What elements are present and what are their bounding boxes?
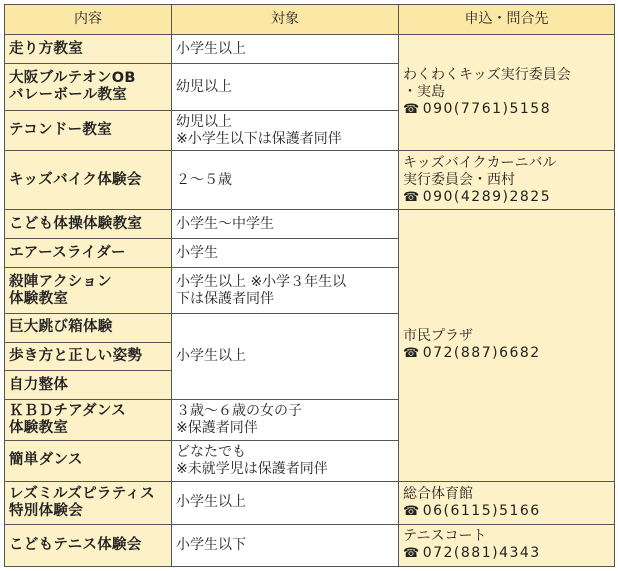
phone-icon: ☎ (403, 102, 421, 117)
event-target-line: ※保護者同伴 (176, 420, 258, 437)
phone-number: 072(887)6682 (422, 345, 541, 362)
event-target (172, 440, 399, 481)
contact-name: キッズバイクカーニバル (403, 154, 557, 171)
phone-number: 090(7761)5158 (422, 101, 552, 117)
event-name: 歩き方と正しい姿勢 (5, 342, 172, 371)
event-name (5, 64, 172, 111)
event-name-line: 殺陣アクション (9, 273, 112, 290)
table-row (5, 524, 615, 566)
event-target-line: ３歳～６歳の女の子 (176, 403, 302, 420)
phone-number: 06(6115)5166 (422, 502, 541, 519)
event-target-line: 下は保護者同伴 (176, 290, 274, 307)
event-name: 巨大跳び箱体験 (5, 314, 172, 343)
event-target (172, 111, 399, 151)
phone-number: 090(4289)2825 (422, 188, 552, 205)
contact-phone (403, 345, 610, 362)
event-table (4, 4, 615, 567)
contact-phone (403, 189, 610, 206)
contact-cell (399, 151, 615, 209)
contact-name-2: 実行委員会・西村 (403, 171, 515, 188)
event-name: こどもテニス体験会 (5, 524, 172, 566)
event-name: エアースライダー (5, 239, 172, 268)
table-row (5, 151, 615, 209)
contact-name: テニスコート (403, 528, 487, 545)
event-name (5, 481, 172, 524)
event-name-line: レズミルズピラティス (9, 485, 155, 502)
contact-phone (403, 101, 610, 118)
event-name-line: 体験教室 (9, 290, 69, 307)
phone-number: 072(881)4343 (422, 545, 541, 562)
event-name: 走り方教室 (5, 34, 172, 64)
event-target-line: どなたでも (176, 443, 246, 460)
event-name: こども体操体験教室 (5, 209, 172, 239)
contact-cell (399, 34, 615, 151)
event-target-line: ※小学生以下は保護者同伴 (176, 130, 342, 147)
event-target (172, 400, 399, 441)
contact-cell (399, 481, 615, 524)
contact-name: わくわくキッズ実行委員会 (403, 67, 571, 83)
header-row (5, 5, 615, 35)
phone-icon: ☎ (403, 503, 421, 519)
event-name-line: 大阪ブルテオンOB (9, 70, 136, 87)
event-name: キッズバイク体験会 (5, 151, 172, 209)
event-target: 小学生以上 (172, 481, 399, 524)
event-target: ２～５歳 (172, 151, 399, 209)
event-target: 小学生以上 (172, 314, 399, 400)
contact-cell (399, 209, 615, 481)
table-row (5, 34, 615, 64)
phone-icon: ☎ (403, 346, 421, 362)
event-target (172, 268, 399, 314)
phone-icon: ☎ (403, 546, 421, 562)
contact-name: 総合体育館 (403, 485, 473, 502)
contact-phone (403, 503, 610, 520)
contact-phone (403, 545, 610, 562)
event-target-line: 小学生以上 ※小学３年生以 (176, 273, 347, 290)
table-row (5, 481, 615, 524)
event-target: 小学生 (172, 239, 399, 268)
event-name: テコンドー教室 (5, 111, 172, 151)
event-name-line: バレーボール教室 (9, 87, 128, 104)
contact-cell (399, 524, 615, 566)
header-contact: 申込・問合先 (399, 5, 615, 35)
event-name (5, 268, 172, 314)
event-target: 小学生以下 (172, 524, 399, 566)
event-target: 幼児以上 (172, 64, 399, 111)
event-target: 小学生～中学生 (172, 209, 399, 239)
event-target-line: 幼児以上 (176, 113, 232, 130)
event-name: 自力整体 (5, 371, 172, 400)
event-name-line: 体験教室 (9, 420, 69, 437)
event-target: 小学生以上 (172, 34, 399, 64)
event-name-line: ＫＢＤチアダンス (9, 403, 127, 420)
event-name (5, 400, 172, 441)
event-name: 簡単ダンス (5, 440, 172, 481)
phone-icon: ☎ (403, 189, 421, 205)
table-row (5, 209, 615, 239)
contact-name-2: ・実島 (403, 84, 445, 100)
header-content: 内容 (5, 5, 172, 35)
event-target-line: ※未就学児は保護者同伴 (176, 460, 328, 477)
header-target: 対象 (172, 5, 399, 35)
contact-name: 市民プラザ (403, 328, 473, 345)
event-name-line: 特別体験会 (9, 502, 83, 519)
